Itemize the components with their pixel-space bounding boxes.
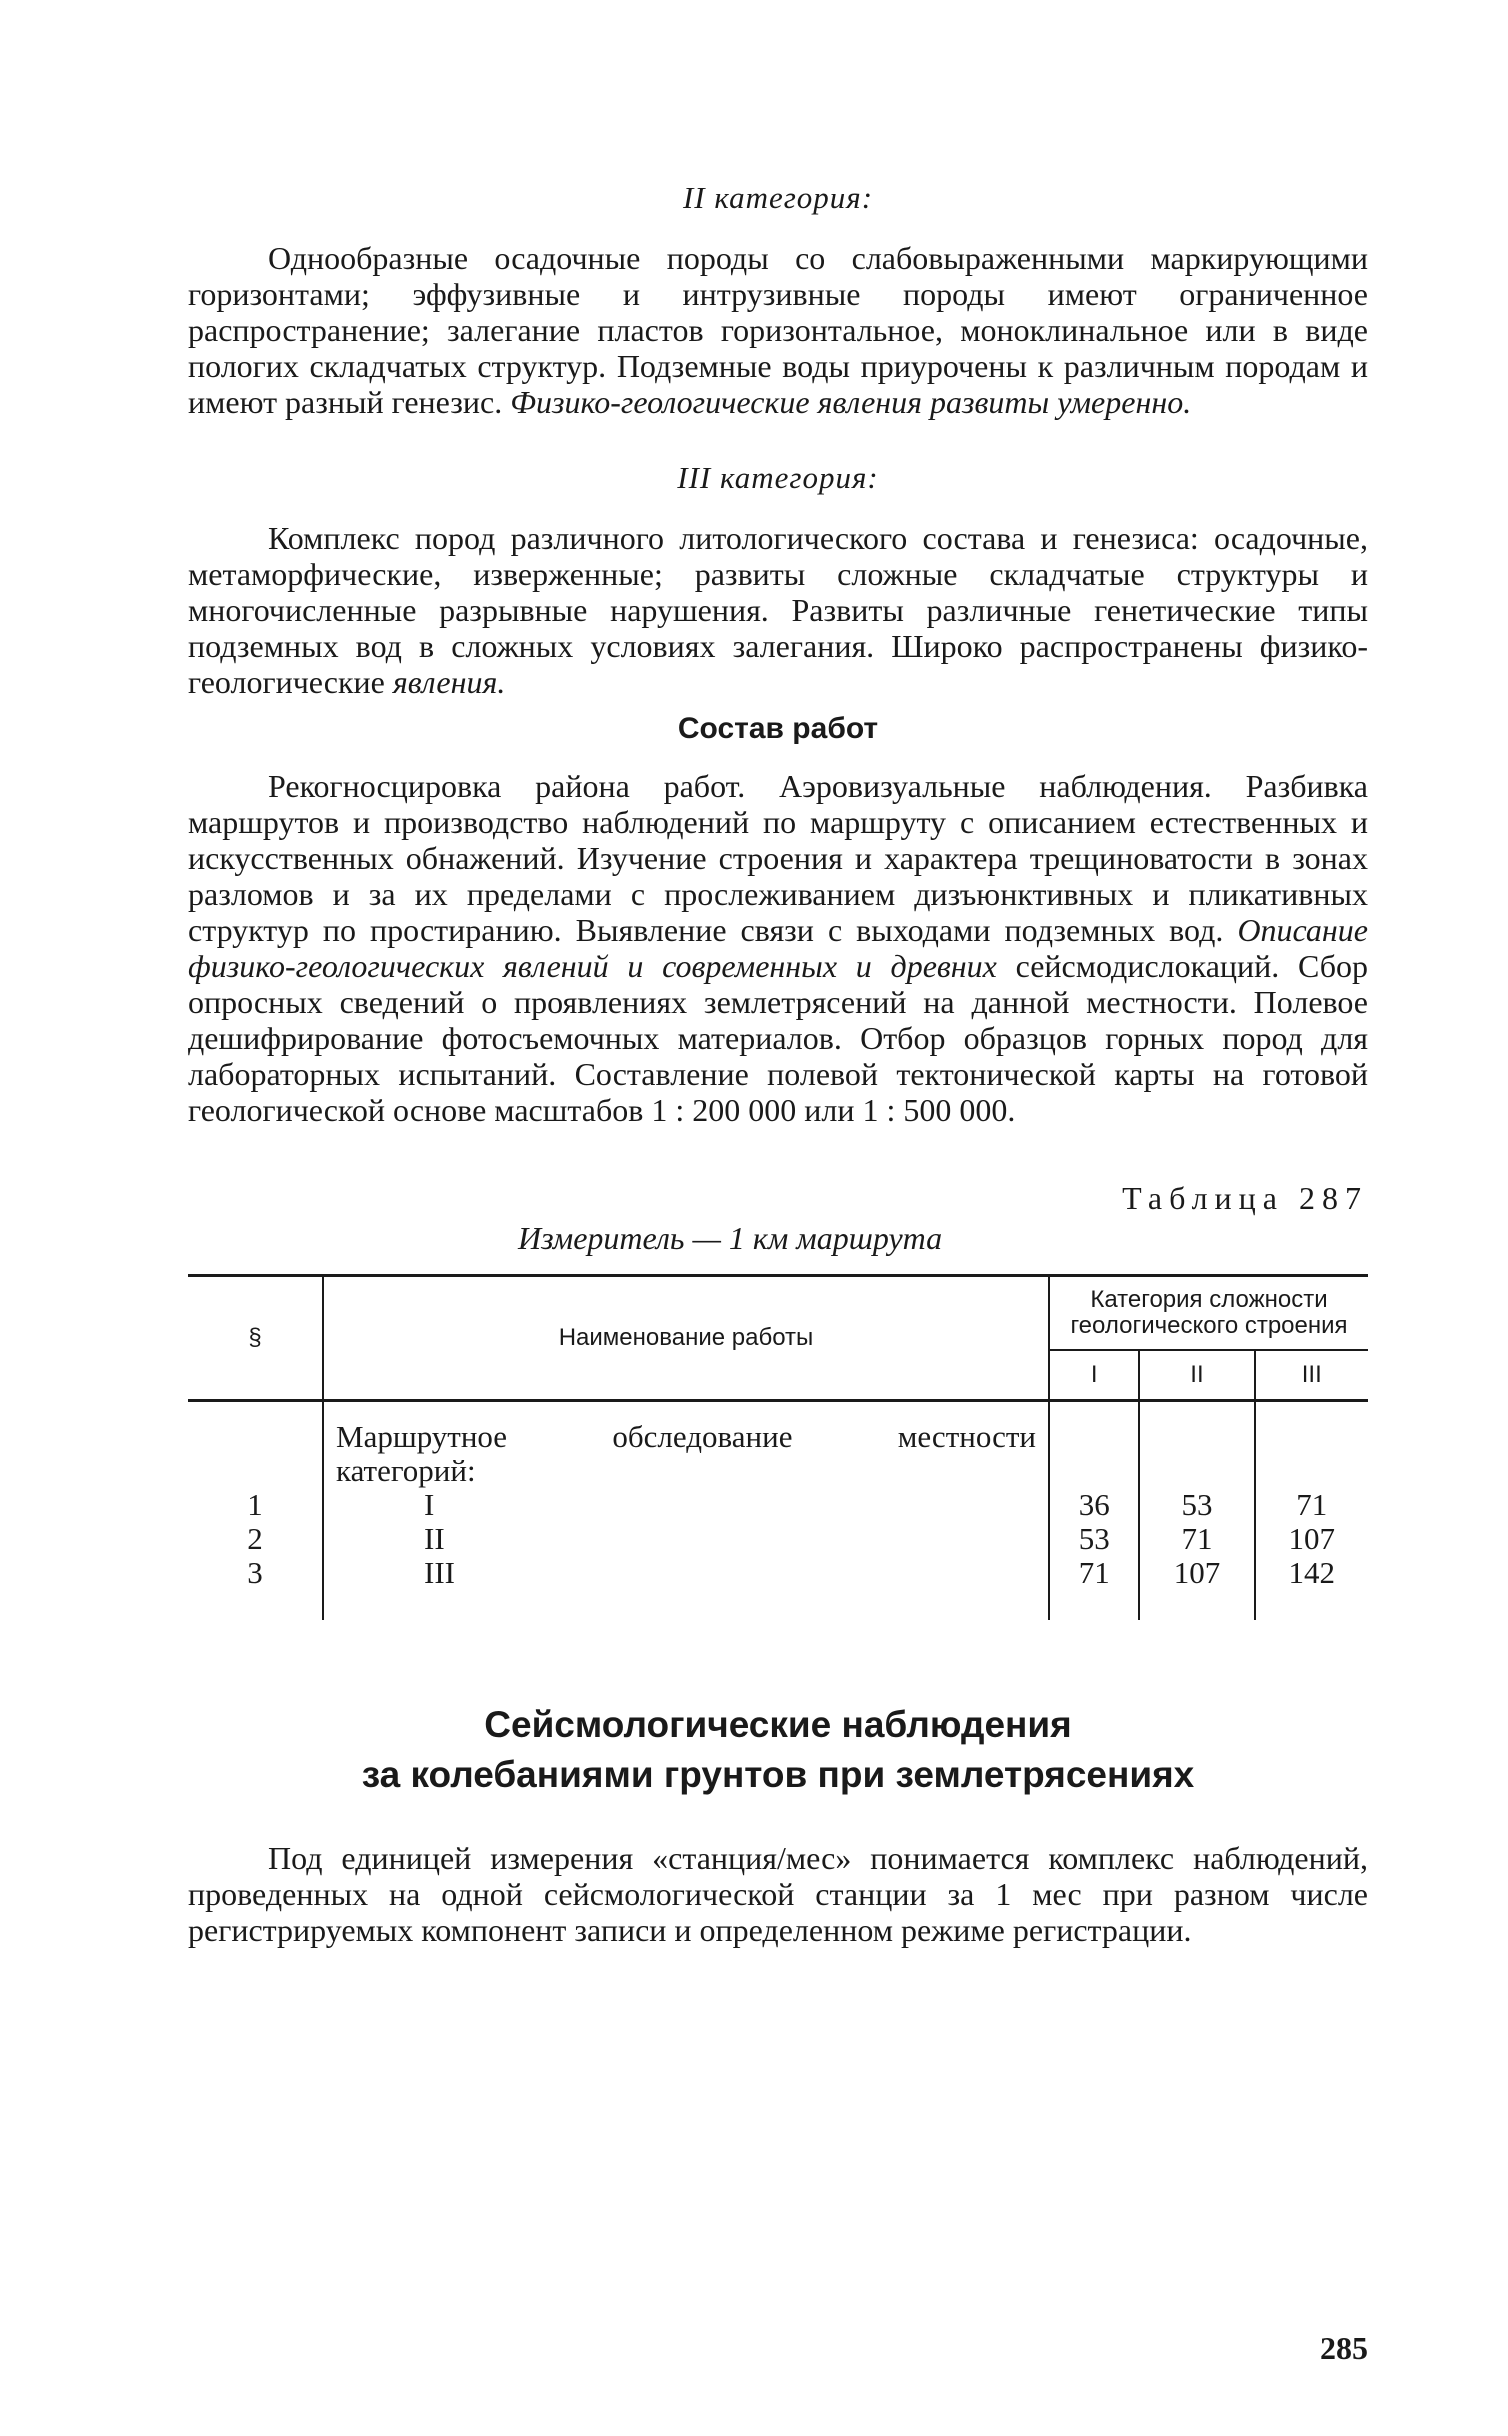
work-table [188, 1274, 1368, 1620]
cat-2-values-cell [1139, 1401, 1254, 1621]
works-heading: Состав работ [677, 712, 879, 745]
works-text-part-1: Рекогносцировка района работ. Аэровизуальные наблюдения. Разбивка маршрутов и производство наблюдений по маршруту с описанием естественных и искусственных обнажений. Изучение строения и характера трещиноватости в зонах разломов и за их пределами с прослеживанием дизъюнктивных и пликативных структур по простиранию. Выявление связи с выходами подземных вод. [188, 768, 1368, 948]
row-name: II [424, 1521, 445, 1556]
table-row [188, 1401, 1368, 1621]
works-text-part-2: сейсмодислокаций. Сбор опросных сведений о проявлениях землетрясений на данной местности. Полевое дешифрирование фотосъемочных материалов. Отбор образцов горных пород для лабораторных испытаний. Составление полевой тектонической карты на готовой геологической основе масштабов 1 : 200 000 или 1 : 500 000. [188, 948, 1369, 1128]
category-2-block [188, 180, 1368, 420]
row-names-cell [323, 1401, 1049, 1621]
value-cat-2: 71 [1181, 1521, 1213, 1556]
row-title-2: категорий: [336, 1453, 476, 1488]
seismo-heading-line-2: за колебаниями грунтов при землетрясениях [361, 1754, 1195, 1795]
row-name: III [424, 1555, 455, 1590]
col-header-cat-2: II [1139, 1350, 1254, 1401]
category-2-heading: II категория: [682, 180, 874, 215]
value-cat-3: 107 [1288, 1521, 1335, 1556]
value-cat-2: 107 [1173, 1555, 1221, 1590]
table-number: Таблица 287 [1122, 1180, 1368, 1216]
seismo-heading [188, 1700, 1368, 1800]
col-header-cat-1: I [1049, 1350, 1139, 1401]
value-cat-1: 53 [1078, 1521, 1110, 1556]
works-block [188, 712, 1368, 1128]
value-cat-2: 53 [1181, 1487, 1213, 1522]
value-cat-3: 71 [1296, 1487, 1328, 1522]
cat-1-values-cell [1049, 1401, 1139, 1621]
seismo-text: Под единицей измерения «станция/мес» понимается комплекс наблюдений, проведенных на одной сейсмологической станции за 1 мес при разном числе регистрируемых компонент записи и определенном режиме регистрации. [188, 1840, 1368, 1948]
works-text [188, 768, 1368, 1128]
col-header-category: Категория сложности геологического строения [1049, 1276, 1368, 1351]
row-numbers-cell [188, 1401, 323, 1621]
page-number: 285 [1320, 2330, 1368, 2366]
row-name: I [424, 1487, 435, 1522]
row-title-1: Маршрутное обследование местности [336, 1419, 1036, 1454]
works-text-italic: Описание физико-геологических явлений и современных и древних [188, 912, 1368, 984]
table-unit: Измеритель — 1 км маршрута [518, 1220, 943, 1256]
value-cat-1: 71 [1078, 1555, 1110, 1590]
row-number: 3 [247, 1555, 263, 1590]
category-3-block [188, 460, 1368, 700]
value-cat-1: 36 [1078, 1487, 1110, 1522]
category-2-text-plain: Однообразные осадочные породы со слабовыраженными маркирующими горизонтами; эффузивные и интрузивные породы имеют ограниченное распространение; залегание пластов горизонтальное, моноклинальное или в виде пологих складчатых структур. Подземные воды приурочены к различным породам и имеют разный генезис. [188, 240, 1368, 420]
row-number: 1 [247, 1487, 263, 1522]
category-3-text-plain: Комплекс пород различного литологического состава и генезиса: осадочные, метаморфические, изверженные; развиты сложные складчатые структуры и многочисленные разрывные нарушения. Развиты различные генетические типы подземных вод в сложных условиях залегания. Широко распространены физико-геологические [188, 520, 1368, 700]
category-3-heading: III категория: [677, 460, 879, 495]
seismo-heading-line-1: Сейсмологические наблюдения [484, 1704, 1072, 1745]
col-header-number: § [188, 1276, 323, 1401]
col-header-name: Наименование работы [323, 1276, 1049, 1401]
page-content [188, 180, 1368, 1948]
category-3-text [188, 520, 1368, 700]
cat-3-values-cell [1255, 1401, 1369, 1621]
category-2-text [188, 240, 1368, 420]
value-cat-3: 142 [1288, 1555, 1335, 1590]
category-2-text-italic: Физико-геологические явления развиты умеренно. [510, 384, 1192, 420]
row-number: 2 [247, 1521, 263, 1556]
table-caption [188, 1180, 1368, 1260]
category-3-text-italic: явления. [392, 664, 506, 700]
col-header-cat-3: III [1255, 1350, 1369, 1401]
